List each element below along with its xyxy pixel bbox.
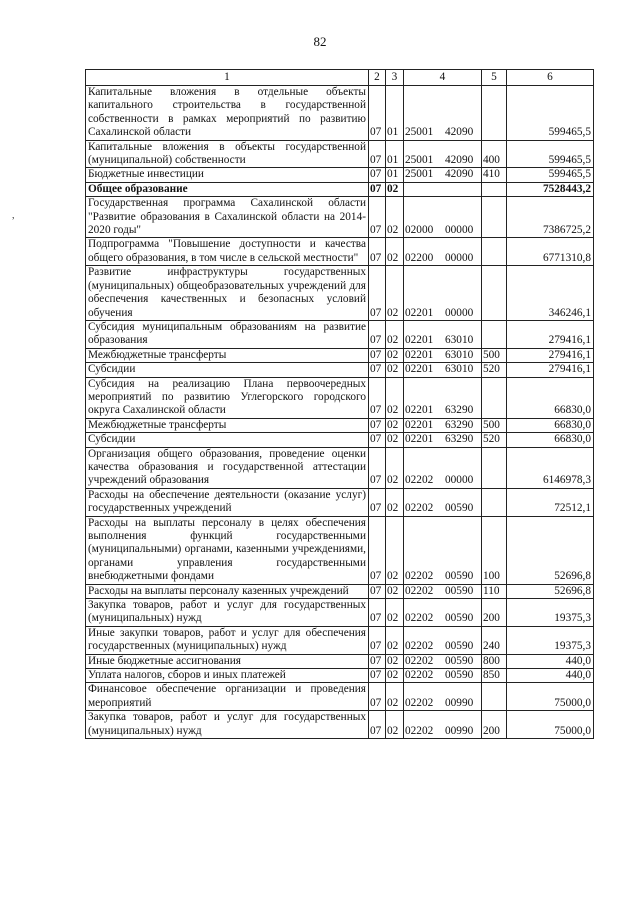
row-section: 07 (369, 447, 386, 488)
row-name: Иные бюджетные ассигнования (86, 654, 369, 668)
row-section: 07 (369, 363, 386, 377)
table-row (86, 266, 594, 321)
row-target-code (404, 377, 482, 418)
row-subsection: 01 (386, 140, 404, 168)
row-expense-type: 500 (482, 348, 507, 362)
column-header: 1 (86, 70, 369, 86)
row-section: 07 (369, 683, 386, 711)
row-name: Межбюджетные трансферты (86, 348, 369, 362)
row-subsection: 02 (386, 599, 404, 627)
row-subsection: 02 (386, 418, 404, 432)
row-amount: 599465,5 (507, 86, 594, 141)
row-subsection: 02 (386, 447, 404, 488)
target-code-program: 25001 (405, 126, 434, 139)
row-section: 07 (369, 488, 386, 516)
target-code-program: 02201 (405, 306, 434, 319)
target-code-program: 02202 (405, 502, 434, 515)
row-amount: 599465,5 (507, 140, 594, 168)
row-expense-type (482, 447, 507, 488)
row-expense-type: 520 (482, 433, 507, 447)
table-row (86, 168, 594, 182)
row-section: 07 (369, 516, 386, 584)
row-subsection: 01 (386, 168, 404, 182)
row-expense-type: 400 (482, 140, 507, 168)
row-name: Уплата налогов, сборов и иных платежей (86, 669, 369, 683)
target-code-program: 02201 (405, 334, 434, 347)
row-expense-type: 850 (482, 669, 507, 683)
target-code-program: 02200 (405, 251, 434, 264)
row-expense-type: 200 (482, 599, 507, 627)
row-expense-type: 240 (482, 626, 507, 654)
column-header: 2 (369, 70, 386, 86)
table-row (86, 182, 594, 196)
row-name: Общее образование (86, 182, 369, 196)
row-subsection: 02 (386, 266, 404, 321)
row-target-code (404, 488, 482, 516)
row-subsection: 02 (386, 348, 404, 362)
target-code-direction: 00590 (445, 654, 474, 667)
row-section: 07 (369, 238, 386, 266)
row-target-code (404, 418, 482, 432)
row-name: Субсидии (86, 433, 369, 447)
row-name: Капитальные вложения в отдельные объекты капитального строительства в государственной собственности в рамках мероприятий по развитию Сахалинской области (86, 86, 369, 141)
table-row (86, 320, 594, 348)
row-expense-type: 100 (482, 516, 507, 584)
row-amount: 440,0 (507, 654, 594, 668)
table-row (86, 599, 594, 627)
row-subsection: 02 (386, 516, 404, 584)
row-expense-type (482, 238, 507, 266)
target-code-direction: 00590 (445, 640, 474, 653)
row-target-code (404, 683, 482, 711)
row-section: 07 (369, 626, 386, 654)
table-row (86, 711, 594, 739)
row-target-code (404, 86, 482, 141)
row-name: Расходы на выплаты персоналу в целях обеспечения выполнения функций государственными (муниципальными) органами, казенными учреждениями, органами управления государственными внебюджетными фондами (86, 516, 369, 584)
row-subsection: 02 (386, 488, 404, 516)
target-code-direction: 00990 (445, 696, 474, 709)
row-expense-type: 410 (482, 168, 507, 182)
target-code-program: 02201 (405, 363, 434, 376)
row-expense-type: 520 (482, 363, 507, 377)
table-row (86, 238, 594, 266)
target-code-direction: 00990 (445, 724, 474, 737)
row-amount: 279416,1 (507, 348, 594, 362)
row-target-code (404, 516, 482, 584)
row-section: 07 (369, 266, 386, 321)
row-name: Финансовое обеспечение организации и проведения мероприятий (86, 683, 369, 711)
row-section: 07 (369, 584, 386, 598)
row-target-code (404, 182, 482, 196)
row-section: 07 (369, 654, 386, 668)
table-row (86, 584, 594, 598)
target-code-program: 02202 (405, 584, 434, 597)
target-code-direction: 63290 (445, 418, 474, 431)
target-code-program: 02202 (405, 612, 434, 625)
page-number: 82 (313, 34, 327, 49)
row-subsection: 02 (386, 711, 404, 739)
row-amount: 66830,0 (507, 377, 594, 418)
row-section: 07 (369, 197, 386, 238)
row-subsection: 02 (386, 654, 404, 668)
row-expense-type (482, 488, 507, 516)
row-amount: 19375,3 (507, 626, 594, 654)
row-subsection: 02 (386, 197, 404, 238)
target-code-program: 25001 (405, 168, 434, 181)
target-code-program: 02202 (405, 724, 434, 737)
row-section: 07 (369, 711, 386, 739)
row-expense-type: 500 (482, 418, 507, 432)
table-row (86, 140, 594, 168)
row-expense-type (482, 320, 507, 348)
budget-table (85, 69, 594, 739)
row-name: Расходы на обеспечение деятельности (оказание услуг) государственных учреждений (86, 488, 369, 516)
row-expense-type (482, 266, 507, 321)
row-amount: 66830,0 (507, 418, 594, 432)
row-name: Субсидия на реализацию Плана первоочередных мероприятий по развитию Углегорского городского округа Сахалинской области (86, 377, 369, 418)
row-name: Развитие инфраструктуры государственных (муниципальных) общеобразовательных учреждений для обеспечения качественных и безопасных условий обучения (86, 266, 369, 321)
row-target-code (404, 238, 482, 266)
row-amount: 75000,0 (507, 683, 594, 711)
table-row (86, 683, 594, 711)
row-name: Капитальные вложения в объекты государственной (муниципальной) собственности (86, 140, 369, 168)
target-code-direction: 63010 (445, 363, 474, 376)
row-name: Подпрограмма "Повышение доступности и качества общего образования, в том числе в сельской местности" (86, 238, 369, 266)
column-header: 6 (507, 70, 594, 86)
target-code-program: 02202 (405, 696, 434, 709)
row-amount: 66830,0 (507, 433, 594, 447)
row-target-code (404, 348, 482, 362)
table-row (86, 377, 594, 418)
row-target-code (404, 669, 482, 683)
row-expense-type: 110 (482, 584, 507, 598)
row-amount: 7528443,2 (507, 182, 594, 196)
target-code-direction: 00590 (445, 612, 474, 625)
table-row (86, 363, 594, 377)
row-target-code (404, 363, 482, 377)
row-section: 07 (369, 599, 386, 627)
row-name: Расходы на выплаты персоналу казенных учреждений (86, 584, 369, 598)
row-amount: 72512,1 (507, 488, 594, 516)
target-code-direction: 00590 (445, 669, 474, 682)
row-target-code (404, 433, 482, 447)
table-row (86, 86, 594, 141)
row-target-code (404, 447, 482, 488)
row-subsection: 02 (386, 626, 404, 654)
target-code-direction: 63290 (445, 433, 474, 446)
row-subsection: 02 (386, 320, 404, 348)
table-row (86, 447, 594, 488)
target-code-program: 02201 (405, 418, 434, 431)
row-section: 07 (369, 140, 386, 168)
row-amount: 52696,8 (507, 516, 594, 584)
table-row (86, 418, 594, 432)
row-expense-type (482, 86, 507, 141)
row-section: 07 (369, 348, 386, 362)
row-target-code (404, 197, 482, 238)
row-expense-type (482, 683, 507, 711)
row-target-code (404, 711, 482, 739)
target-code-direction: 00000 (445, 474, 474, 487)
row-name: Организация общего образования, проведение оценки качества образования и государственной аттестации учреждений образования (86, 447, 369, 488)
row-expense-type (482, 377, 507, 418)
margin-mark: , (12, 210, 15, 221)
target-code-program: 02000 (405, 224, 434, 237)
row-name: Бюджетные инвестиции (86, 168, 369, 182)
row-target-code (404, 266, 482, 321)
row-section: 07 (369, 86, 386, 141)
row-subsection: 02 (386, 363, 404, 377)
target-code-direction: 00590 (445, 502, 474, 515)
row-name: Государственная программа Сахалинской области "Развитие образования в Сахалинской области на 2014-2020 годы" (86, 197, 369, 238)
row-section: 07 (369, 320, 386, 348)
row-name: Субсидии (86, 363, 369, 377)
row-section: 07 (369, 168, 386, 182)
target-code-direction: 42090 (445, 126, 474, 139)
row-name: Закупка товаров, работ и услуг для государственных (муниципальных) нужд (86, 711, 369, 739)
table-row (86, 433, 594, 447)
row-name: Иные закупки товаров, работ и услуг для обеспечения государственных (муниципальных) нужд (86, 626, 369, 654)
target-code-program: 02202 (405, 654, 434, 667)
row-subsection: 02 (386, 683, 404, 711)
row-expense-type (482, 197, 507, 238)
row-target-code (404, 599, 482, 627)
row-amount: 346246,1 (507, 266, 594, 321)
target-code-direction: 63010 (445, 334, 474, 347)
row-amount: 6146978,3 (507, 447, 594, 488)
column-header: 5 (482, 70, 507, 86)
row-subsection: 01 (386, 86, 404, 141)
row-amount: 75000,0 (507, 711, 594, 739)
target-code-program: 02202 (405, 640, 434, 653)
row-subsection: 02 (386, 433, 404, 447)
row-expense-type (482, 182, 507, 196)
row-subsection: 02 (386, 238, 404, 266)
table-row (86, 516, 594, 584)
row-target-code (404, 626, 482, 654)
column-header: 4 (404, 70, 482, 86)
row-target-code (404, 140, 482, 168)
target-code-direction: 00000 (445, 224, 474, 237)
row-section: 07 (369, 433, 386, 447)
row-name: Закупка товаров, работ и услуг для государственных (муниципальных) нужд (86, 599, 369, 627)
row-subsection: 02 (386, 182, 404, 196)
target-code-direction: 42090 (445, 154, 474, 167)
column-header: 3 (386, 70, 404, 86)
row-section: 07 (369, 418, 386, 432)
row-amount: 440,0 (507, 669, 594, 683)
target-code-program: 02201 (405, 348, 434, 361)
row-amount: 279416,1 (507, 363, 594, 377)
row-amount: 52696,8 (507, 584, 594, 598)
target-code-program: 02202 (405, 669, 434, 682)
row-expense-type: 200 (482, 711, 507, 739)
table-row (86, 348, 594, 362)
row-subsection: 02 (386, 377, 404, 418)
row-amount: 7386725,2 (507, 197, 594, 238)
row-target-code (404, 168, 482, 182)
target-code-direction: 42090 (445, 168, 474, 181)
target-code-program: 02202 (405, 570, 434, 583)
row-section: 07 (369, 182, 386, 196)
row-target-code (404, 584, 482, 598)
table-header-row (86, 70, 594, 86)
row-target-code (404, 654, 482, 668)
row-subsection: 02 (386, 584, 404, 598)
target-code-direction: 00590 (445, 584, 474, 597)
target-code-program: 25001 (405, 154, 434, 167)
target-code-direction: 63010 (445, 348, 474, 361)
table-row (86, 654, 594, 668)
table-row (86, 488, 594, 516)
target-code-program: 02202 (405, 474, 434, 487)
target-code-direction: 00590 (445, 570, 474, 583)
table-row (86, 197, 594, 238)
row-name: Субсидия муниципальным образованиям на развитие образования (86, 320, 369, 348)
row-section: 07 (369, 377, 386, 418)
row-amount: 279416,1 (507, 320, 594, 348)
target-code-direction: 63290 (445, 404, 474, 417)
table-row (86, 669, 594, 683)
row-amount: 6771310,8 (507, 238, 594, 266)
row-section: 07 (369, 669, 386, 683)
row-target-code (404, 320, 482, 348)
row-amount: 19375,3 (507, 599, 594, 627)
row-subsection: 02 (386, 669, 404, 683)
target-code-program: 02201 (405, 433, 434, 446)
row-name: Межбюджетные трансферты (86, 418, 369, 432)
target-code-direction: 00000 (445, 251, 474, 264)
row-expense-type: 800 (482, 654, 507, 668)
row-amount: 599465,5 (507, 168, 594, 182)
target-code-direction: 00000 (445, 306, 474, 319)
target-code-program: 02201 (405, 404, 434, 417)
table-row (86, 626, 594, 654)
